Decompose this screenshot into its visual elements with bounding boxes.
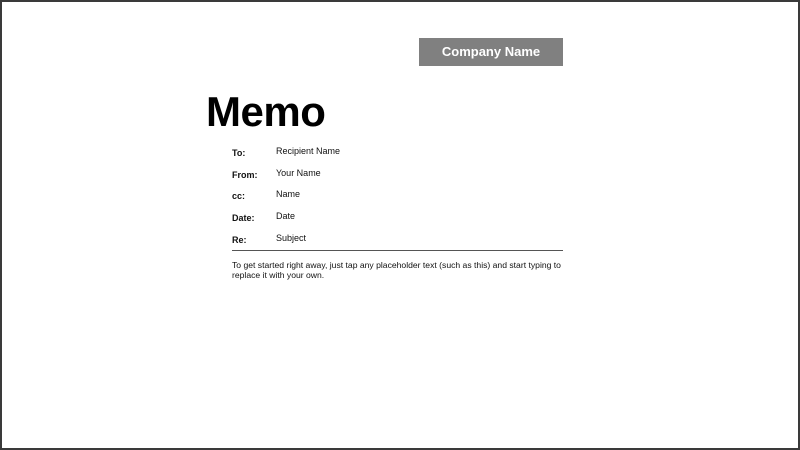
company-name-banner[interactable]: Company Name — [419, 38, 563, 66]
field-value-cc[interactable]: Name — [276, 189, 301, 199]
field-label-to: To: — [232, 148, 246, 158]
field-label-re: Re: — [232, 235, 247, 245]
memo-body-text[interactable]: To get started right away, just tap any placeholder text (such as this) and start typing to replace it with your own. — [232, 260, 561, 280]
memo-title: Memo — [206, 88, 326, 135]
header-divider — [232, 250, 563, 251]
memo-field-cc — [232, 189, 562, 205]
field-value-from[interactable]: Your Name — [276, 168, 321, 178]
field-label-date: Date: — [232, 213, 255, 223]
memo-field-date — [232, 211, 562, 227]
memo-page — [2, 2, 798, 448]
memo-field-re — [232, 233, 562, 249]
memo-field-to — [232, 146, 562, 162]
field-label-from: From: — [232, 170, 258, 180]
memo-field-from — [232, 168, 562, 184]
field-label-cc: cc: — [232, 191, 246, 201]
field-value-date[interactable]: Date — [276, 211, 296, 221]
field-value-to[interactable]: Recipient Name — [276, 146, 341, 156]
field-value-re[interactable]: Subject — [276, 233, 307, 243]
